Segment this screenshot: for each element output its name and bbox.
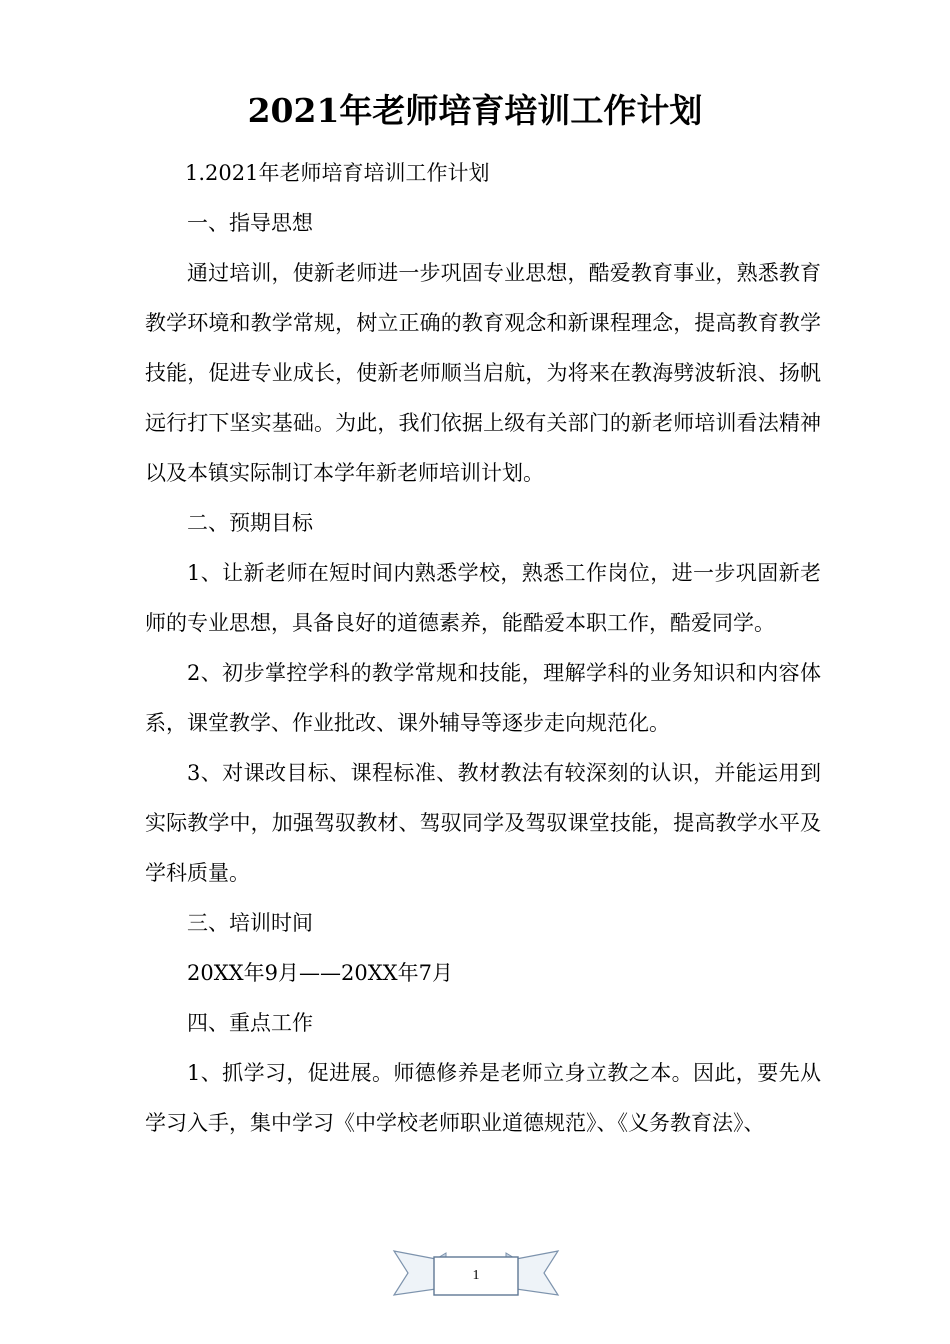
paragraph-goal-1: 1、让新老师在短时间内熟悉学校，熟悉工作岗位，进一步巩固新老师的专业思想，具备良好的道德素养，能酷爱本职工作，酷爱同学。 <box>145 561 821 635</box>
intro-line: 1.2021年老师培育培训工作计划 <box>185 161 490 185</box>
section-heading-guiding-ideology: 一、指导思想 <box>187 211 313 235</box>
paragraph-goal-3: 3、对课改目标、课程标准、教材教法有较深刻的认识，并能运用到实际教学中，加强驾驭教材、驾驭同学及驾驭课堂技能，提高教学水平及学科质量。 <box>145 761 821 885</box>
paragraph-training-time: 20XX年9月——20XX年7月 <box>187 961 453 985</box>
section-heading-expected-goals: 二、预期目标 <box>187 511 313 535</box>
paragraph-goal-2: 2、初步掌控学科的教学常规和技能，理解学科的业务知识和内容体系，课堂教学、作业批改、课外辅导等逐步走向规范化。 <box>145 661 821 735</box>
section-heading-training-time: 三、培训时间 <box>187 911 313 935</box>
section-heading-key-work: 四、重点工作 <box>187 1011 313 1035</box>
document-body <box>145 148 821 1148</box>
page-number: 1 <box>472 1268 480 1283</box>
document-title: 2021年老师培育培训工作计划 <box>247 91 703 130</box>
page-footer <box>392 1243 560 1309</box>
paragraph-guiding-ideology: 通过培训，使新老师进一步巩固专业思想，酷爱教育事业，熟悉教育教学环境和教学常规，树立正确的教育观念和新课程理念，提高教育教学技能，促进专业成长，使新老师顺当启航，为将来在教海劈波斩浪、扬帆远行打下坚实基础。为此，我们依据上级有关部门的新老师培训看法精神以及本镇实际制订本学年新老师培训计划。 <box>145 261 821 485</box>
paragraph-key-work-1: 1、抓学习，促进展。师德修养是老师立身立教之本。因此，要先从学习入手，集中学习《中学校老师职业道德规范》、《义务教育法》、 <box>145 1061 821 1135</box>
